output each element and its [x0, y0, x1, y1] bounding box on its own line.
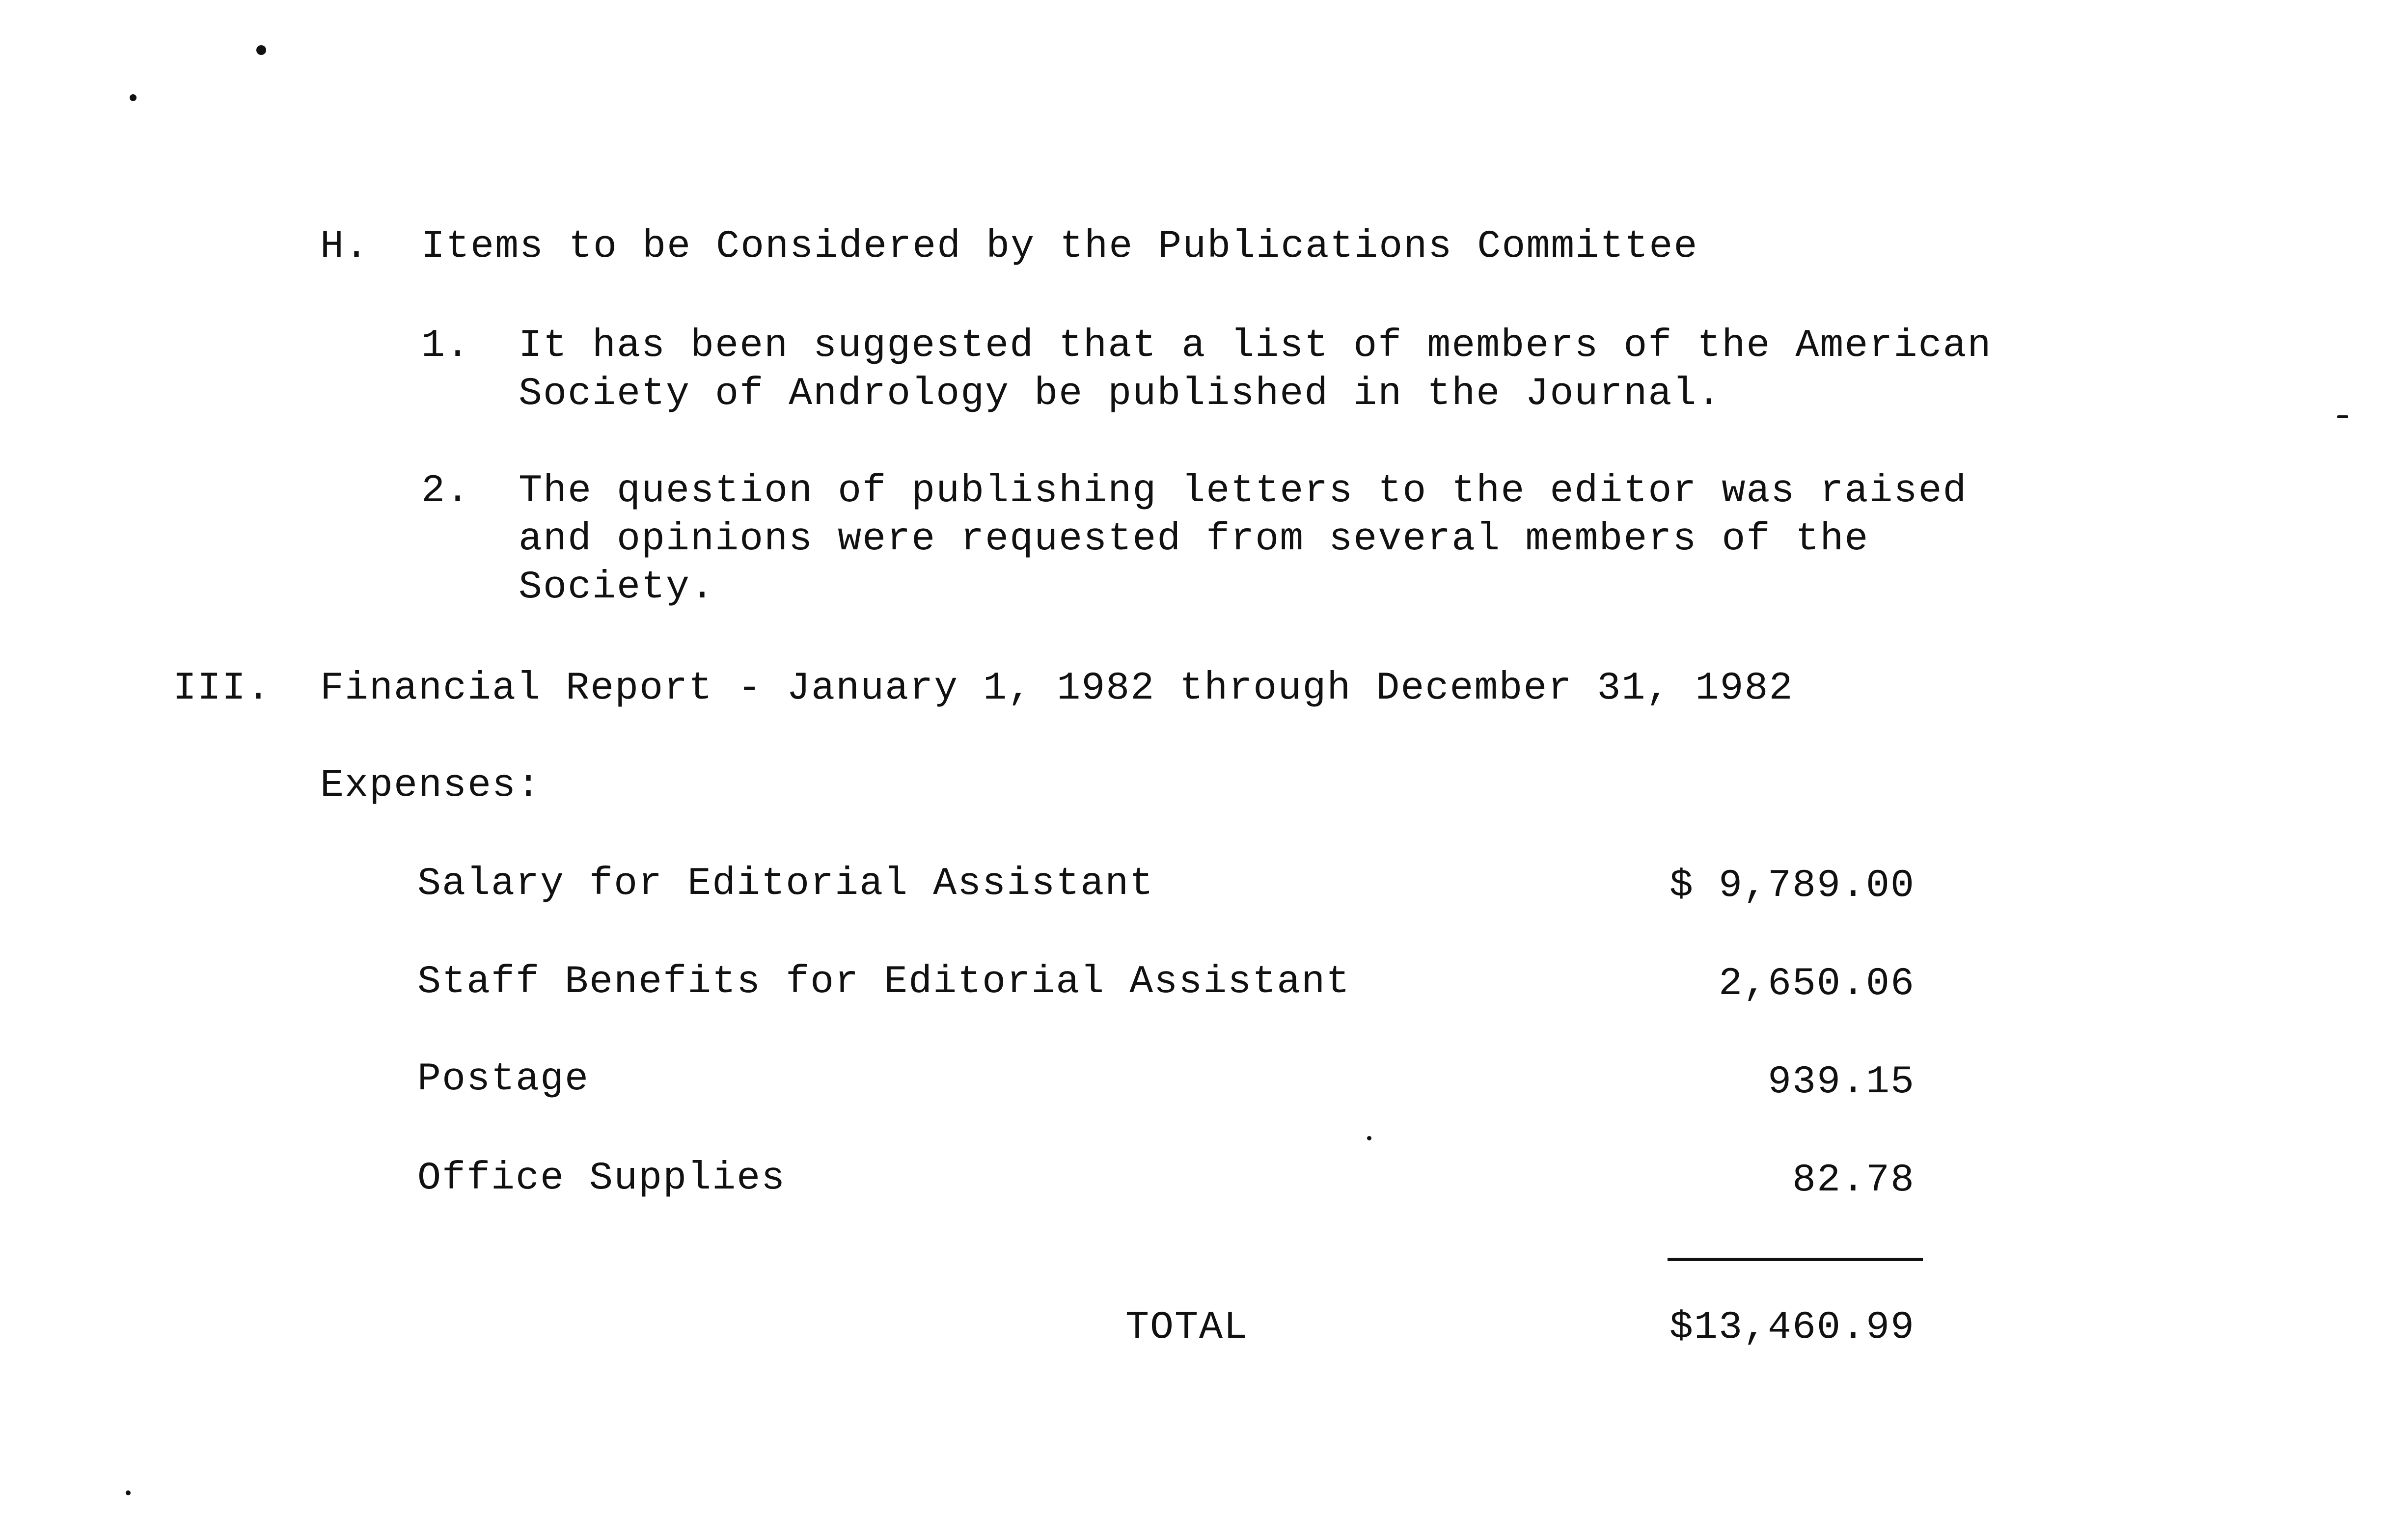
section-h-title: Items to be Considered by the Publications Committee — [421, 224, 1698, 269]
scan-speck — [1367, 1136, 1371, 1140]
scan-speck — [126, 1490, 131, 1495]
expense-label-salary: Salary for Editorial Assistant — [417, 862, 1154, 906]
expenses-label: Expenses: — [320, 763, 542, 808]
scan-speck — [2337, 415, 2348, 418]
item-1-line-2: Society of Andrology be published in the Journal. — [519, 372, 1722, 416]
expense-amount-salary: $ 9,789.00 — [1669, 864, 1915, 908]
expense-amount-office-supplies: 82.78 — [1792, 1158, 1915, 1203]
item-2-line-3: Society. — [519, 565, 715, 610]
item-2-line-2: and opinions were requested from several members of the — [519, 517, 1869, 562]
item-2-number: 2. — [421, 469, 471, 513]
total-amount: $13,460.99 — [1669, 1305, 1915, 1350]
scan-speck — [256, 45, 266, 55]
scan-speck — [130, 94, 137, 101]
expense-amount-staff-benefits: 2,650.06 — [1718, 962, 1915, 1006]
expense-label-staff-benefits: Staff Benefits for Editorial Assistant — [417, 960, 1351, 1004]
expense-label-postage: Postage — [417, 1057, 590, 1102]
expense-amount-postage: 939.15 — [1767, 1060, 1915, 1105]
section-h-marker: H. — [320, 224, 370, 269]
expense-label-office-supplies: Office Supplies — [417, 1156, 786, 1201]
section-iii-title: Financial Report - January 1, 1982 through December 31, 1982 — [320, 666, 1794, 711]
section-iii-marker: III. — [173, 666, 272, 711]
item-1-line-1: It has been suggested that a list of members of the American — [519, 324, 1992, 368]
item-2-line-1: The question of publishing letters to the editor was raised — [519, 469, 1968, 513]
total-rule — [1668, 1258, 1923, 1261]
total-label: TOTAL — [1125, 1305, 1249, 1350]
item-1-number: 1. — [421, 324, 471, 368]
